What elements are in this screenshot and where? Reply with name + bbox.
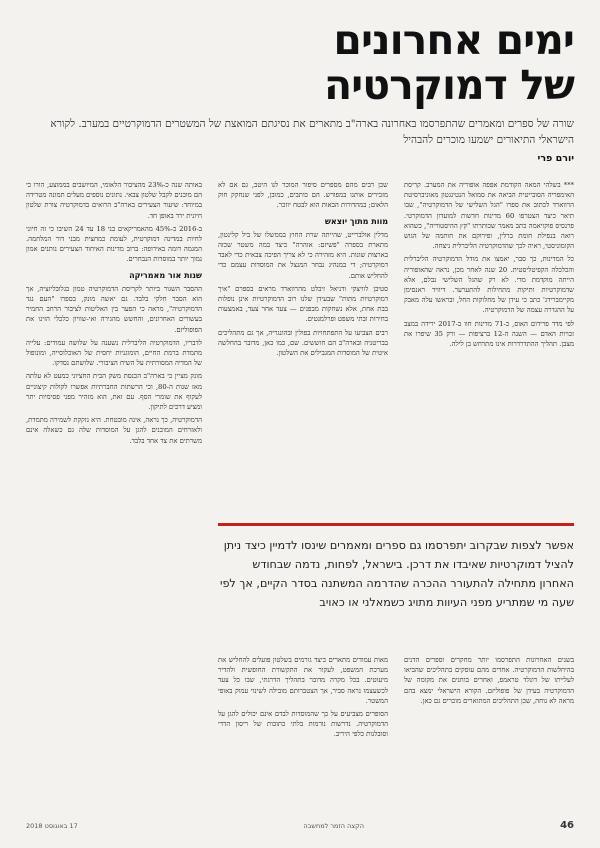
subtitle: שורה של ספרים ומאמרים שהתפרסמו באחרונה בארה"ב מתארים את נסיגתם המואצת של המשטרים הדמוקרטיים במערב. לקורא הישראלי התיאורים ישמעו מוכרים להבהיל <box>50 118 574 146</box>
article-column-1-bottom <box>404 655 574 813</box>
pull-quote: אפשר לצפות שבקרוב יתפרסמו גם ספרים ומאמרים שינסו לדמיין כיצד ניתן להציל דמוקרטיות שאיבדו את דרכן. בישראל, לפחות, נדמה שבחודש האחרון מתחילה להתעורר ההכרה שהדרמה המשתנה בסדר הקיים, אך לפי שעה מי שמתריע מפני העיוות מתויג כשמאלני או כאויב <box>219 539 574 609</box>
article-paragraph: מאות עמודים מתארים כיצד גורמים בשלטון פועלים להחליש את מערכת המשפט, לעקור את התקשורת החופשית ולהדיר מיעוטים. בכל מקרה מדובר בתהליך הדרגתי, שבו כל צעד לכשעצמו נראה סביר, אך הצטברותם מובילה לשינוי עמוק באופי המשטר. <box>218 656 388 705</box>
author-byline: יורם פרי <box>537 153 574 164</box>
article-column-1 <box>404 180 574 498</box>
article-paragraph: מונק מציין כי בארה"ב הכנסת משק הבית החציוני כמעט לא עלתה מאז שנות ה-80, וכי הרשתות החברתיות אפשרו לקולות קיצוניים לעקוף את שומרי הסף. עם זאת, הוא מזהיר מפני פסימיות יתר ומציע דרכים לתיקון. <box>26 372 202 412</box>
page-number: 46 <box>560 820 574 831</box>
article-column-2-bottom <box>218 655 388 813</box>
article-column-3 <box>26 180 202 720</box>
article-paragraph: הדמוקרטיה, כך נראה, אינה מובטחת. היא נזקקת לשמירה מתמדת, ולאזרחים המוכנים להגן על המוסדות שלה גם כשאלה אינם משרתים את צד אחד בלבד. <box>26 416 202 445</box>
article-paragraph: ב-2016 כ-45% מהאמריקאים בני 18 עד 24 השיבו כי זה חיוני לחיות במדינה דמוקרטית, לעומת כמחצית מבני דור המלחמה. המגמה דומה באירופה: ברוב מדינות האיחוד הצעירים נותנים אמון נמוך יותר במוסדות הנבחרים. <box>26 224 202 264</box>
article-paragraph: לפי מדד פרידום האוס, כ-71 מדינות חוו ב-2017 ירידה במצב זכויות האדם — השנה ה-12 ברציפות — ורק 35 שיפרו את מצבן. תהליך ההתדרדרות אינו מתרחש בן לילה. <box>404 319 574 349</box>
issue-date: 17 באוגוסט 2018 <box>26 822 78 830</box>
article-paragraph: באותה שנה כ-23% מהציבור הלאומי, המיושבים בממוצע, הורו כי הם מוכנים לקבל שלטון צבאי. נתונים נוספים מעלים תמונה מטרידה במיוחד: שיעור הצעירים בארה"ב הרואים בדמוקרטיה צורת שלטון חיונית ירד באופן חד. <box>26 181 202 220</box>
article-paragraph: רבים הצביעו על התפתחויות בפולין ובהונגריה, אך גם מתהליכים בבריטניה ובארה"ב הם חוששים. שם, כמו כאן, מדובר בהחלשה איטית של המוסדות המגבילים את השלטון. <box>218 328 388 358</box>
article-paragraph: ההסבר השגור ביותר לקריסת הדמוקרטיה טמון בגלובליזציה, אך הוא הסבר חלקי בלבד. גם יאשה מונק, בספרו "העם נגד הדמוקרטיה", מראה כי הפער בין האליטות לציבור הרחב החמיר בעשורים האחרונים, והחשש מהגירה ואי-שוויון כלכלי הזינו את הפופוליזם. <box>26 284 202 334</box>
article-paragraph: הסופרים מצביעים על כך שהמוסדות לבדם אינם יכולים להגן על הדמוקרטיה. נדרשות נורמות בלתי כתובות של ריסון הדדי וסובלנות כלפי היריב. <box>218 710 388 739</box>
section-subheading: שנות אור מאמריקה <box>129 270 202 280</box>
headline-line-2: של דמוקרטיה <box>324 61 574 109</box>
article-paragraph: בשנים האחרונות התפרסמו יותר מחקרים וספרים הדנים בהיחלשות הדמוקרטיה. אחדים מהם עוסקים בתהליכים שהביאו לעלייתו של דונלד טראמפ, ואחרים בוחנים את מקומה של הדמוקרטיה בעידן של פופוליזם. הקורא הישראלי ימצא בהם מראה לא נוחה, שכן התהליכים המתוארים מוכרים גם כאן. <box>404 656 574 705</box>
section-subheading: מוות מתוך יוצאש <box>324 216 388 226</box>
page-footer <box>26 820 574 834</box>
article-paragraph: לדבריו, הדמוקרטיה הליברלית נשענה על שלושה עמודים: עלייה מתמדת ברמת החיים, הומוגניות יחסית של האוכלוסייה, ומונופול של המדיה המסורתית על השיח הציבורי. שלושתם נסדקו. <box>26 338 202 368</box>
article-paragraph: מדלין אולברייט, שהייתה שרת החוץ בממשלו של ביל קלינטון, מתארת בספרה "פשיזם: אזהרה" כיצד במה משטר שכזה בארצות שונות. היא מזהירה כי לא צריך הפיכה צבאית כדי לאבד דמוקרטיה; די במנהיג נבחר המנצל את המוסדות עצמם כדי להחליש אותם. <box>218 230 388 280</box>
article-paragraph: *** בשלהי המאה הקודמת אפפה אופוריה את המערב. קריסת האימפריה הסובייטית הביאה את סמואל הנטינגטון מאוניברסיטת הרווארד לכתוב את ספרו "הגל השלישי של הדמוקרטיה", שבו תיאר כיצד הצטרפו 60 מדינות חדשות למועדון הדמוקרטי. פרנסיס פוקויאמה כתב מאמר שכותרתו "קץ ההיסטוריה", כשהוא רואה בנפילת חומת ברלין, ופירוקם את חותמה של הגוש הקומוניסטי, ראיה לכך שהדמוקרטיה הליברלית ניצחה. <box>404 181 574 251</box>
article-column-2 <box>218 180 388 498</box>
pull-quote-rule <box>218 523 574 526</box>
article-paragraph: שכן רבים מהם מספרים סיפור המוכר לנו היטב, גם אם לא מזכירים אותנו במפורש. הם כותבים, כמובן, לפני שנחקק חוק הלאום; במהדורות הבאות הוא לבטח יוזכר. <box>218 181 388 210</box>
article-paragraph: סטיבן לוויצקי ודניאל זיבלט מהרווארד מראים בספרם "איך דמוקרטיות מתות" שבעידן שלנו רוב הדמוקרטיות אינן נופלות בבת אחת, אלא נשחקות מבפנים — צעד אחר צעד, באמצעות בחירות ובתי משפט ופרלמנטים. <box>218 284 388 324</box>
headline-line-1: ימים אחרונים <box>333 16 574 64</box>
magazine-name: הקצה הזמר למחשבה <box>303 822 364 830</box>
headline <box>324 18 574 108</box>
article-paragraph: כל המדינות, כך סבר, יאמצו את מודל הדמוקרטיה הליברלית והכלכלה הקפיטליסטית. 20 שנה לאחר מכן, נראה שהאופוריה הייתה מוקדמת מדי. לא רק שהגל השלישי נבלם, אלא שדמוקרטיות ותיקות מתחילות להתערער. דיוויד ראנסימן מקיימברידג' כתב כי עידן של מחלוקות החל, ובראשו עלה מאבק על ההגדרה עצמה של הדמוקרטיה. <box>404 255 574 315</box>
